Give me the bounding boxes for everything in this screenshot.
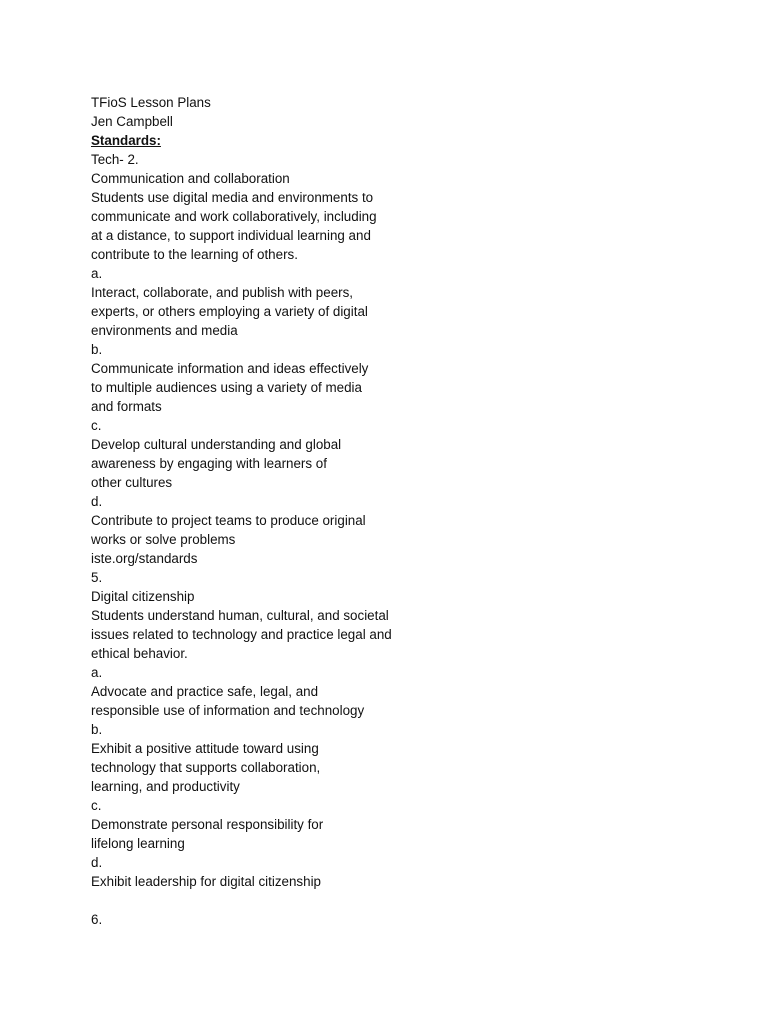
document-line: lifelong learning xyxy=(91,836,185,851)
document-lines xyxy=(91,150,431,929)
document-line: 5. xyxy=(91,570,103,585)
document-line: Advocate and practice safe, legal, and xyxy=(91,684,319,699)
document-line: to multiple audiences using a variety of media xyxy=(91,380,362,395)
document-line: learning, and productivity xyxy=(91,779,240,794)
document-line: responsible use of information and technology xyxy=(91,703,365,718)
standards-heading: Standards: xyxy=(91,133,161,148)
blank-line xyxy=(91,891,431,910)
document-line: contribute to the learning of others. xyxy=(91,247,298,262)
document-line: issues related to technology and practice legal and xyxy=(91,627,392,642)
document-title: TFioS Lesson Plans xyxy=(91,95,211,110)
document-line: c. xyxy=(91,798,102,813)
document-line: and formats xyxy=(91,399,162,414)
document-line: Communication and collaboration xyxy=(91,171,290,186)
document-line: d. xyxy=(91,855,103,870)
document-line: iste.org/standards xyxy=(91,551,198,566)
document-line: works or solve problems xyxy=(91,532,236,547)
document-line: c. xyxy=(91,418,102,433)
document-line: communicate and work collaboratively, including xyxy=(91,209,377,224)
document-line: a. xyxy=(91,266,103,281)
document-line: environments and media xyxy=(91,323,238,338)
document-line: Tech- 2. xyxy=(91,152,139,167)
document-author: Jen Campbell xyxy=(91,114,173,129)
document-line: 6. xyxy=(91,912,103,927)
document-line: technology that supports collaboration, xyxy=(91,760,321,775)
document-line: experts, or others employing a variety of digital xyxy=(91,304,368,319)
document-line: d. xyxy=(91,494,103,509)
document-line: b. xyxy=(91,722,103,737)
document-line: b. xyxy=(91,342,103,357)
document-line: awareness by engaging with learners of xyxy=(91,456,327,471)
document-line: Interact, collaborate, and publish with peers, xyxy=(91,285,354,300)
document-line: Develop cultural understanding and global xyxy=(91,437,342,452)
document-line: Contribute to project teams to produce original xyxy=(91,513,366,528)
document-line: Students use digital media and environments to xyxy=(91,190,374,205)
document-line: Students understand human, cultural, and societal xyxy=(91,608,389,623)
document-line: Digital citizenship xyxy=(91,589,195,604)
document-line: Communicate information and ideas effectively xyxy=(91,361,369,376)
document-line: ethical behavior. xyxy=(91,646,188,661)
document-line: Demonstrate personal responsibility for xyxy=(91,817,324,832)
document-line: at a distance, to support individual learning and xyxy=(91,228,371,243)
document-line: Exhibit a positive attitude toward using xyxy=(91,741,319,756)
document-body xyxy=(91,93,431,929)
document-line: other cultures xyxy=(91,475,173,490)
document-line: Exhibit leadership for digital citizenship xyxy=(91,874,321,889)
document-line: a. xyxy=(91,665,103,680)
